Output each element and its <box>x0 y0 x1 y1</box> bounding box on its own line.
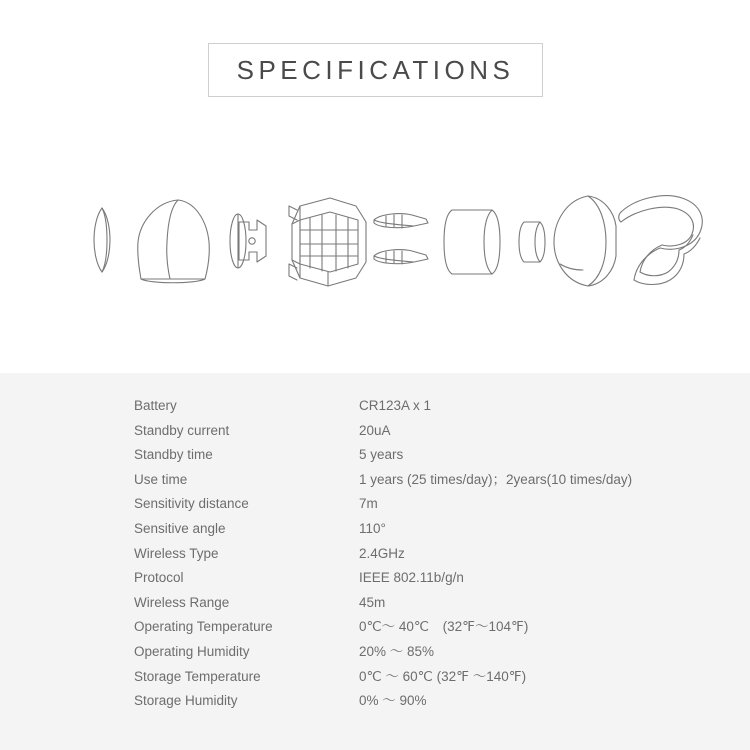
spec-key: Protocol <box>134 570 184 586</box>
table-row <box>134 447 719 472</box>
spec-value: 20uA <box>359 422 391 438</box>
spec-value: 0℃～ 40℃ (32℉～104℉) <box>359 619 529 635</box>
lens-cap-icon <box>94 208 110 272</box>
table-row <box>134 398 719 423</box>
table-row <box>134 496 719 521</box>
dome-cover-icon <box>138 200 210 283</box>
spec-key: Sensitivity distance <box>134 496 249 512</box>
spec-value: 45m <box>359 594 386 610</box>
mount-bracket-icon <box>230 214 266 268</box>
page-title-frame <box>208 43 543 97</box>
page-title: SPECIFICATIONS <box>236 54 515 85</box>
battery-cr123a-icon <box>444 210 500 274</box>
spec-key: Operating Humidity <box>134 643 250 659</box>
spec-value: 20% ～ 85% <box>359 643 435 659</box>
spec-value: 2.4GHz <box>359 545 405 561</box>
table-row <box>134 644 719 669</box>
exploded-product-diagram <box>0 160 750 310</box>
spec-key: Battery <box>134 398 177 413</box>
spec-key: Wireless Type <box>134 545 219 561</box>
table-row <box>134 521 719 546</box>
screw-top-icon <box>374 214 428 228</box>
housing-shell-icon <box>554 196 616 286</box>
circuit-module-icon <box>289 198 366 286</box>
specifications-panel <box>0 373 750 750</box>
table-row <box>134 619 719 644</box>
spec-key: Wireless Range <box>134 594 230 610</box>
screw-bottom-icon <box>374 250 428 264</box>
wall-bracket-icon <box>619 196 703 285</box>
spec-value: 7m <box>359 496 378 512</box>
table-row <box>134 546 719 571</box>
table-row <box>134 669 719 694</box>
spec-value: IEEE 802.11b/g/n <box>359 570 464 586</box>
table-row <box>134 570 719 595</box>
spec-value: 0% ～ 90% <box>359 693 427 709</box>
table-row <box>134 423 719 448</box>
table-row <box>134 693 719 718</box>
spec-key: Standby current <box>134 422 230 438</box>
battery-cap-icon <box>519 222 545 262</box>
spec-key: Storage Humidity <box>134 693 238 709</box>
spec-value: 1 years (25 times/day)；2years(10 times/day) <box>359 471 633 487</box>
spec-key: Standby time <box>134 447 213 463</box>
spec-value: 110° <box>359 520 386 536</box>
table-row <box>134 595 719 620</box>
spec-value: 5 years <box>359 447 404 463</box>
spec-value: 0℃ ～ 60℃ (32℉ ～140℉) <box>359 668 527 684</box>
spec-value: CR123A x 1 <box>359 398 432 413</box>
spec-key: Storage Temperature <box>134 668 261 684</box>
spec-key: Sensitive angle <box>134 520 226 536</box>
specifications-table <box>134 398 719 718</box>
spec-key: Operating Temperature <box>134 619 273 635</box>
spec-key: Use time <box>134 471 188 487</box>
table-row <box>134 472 719 497</box>
